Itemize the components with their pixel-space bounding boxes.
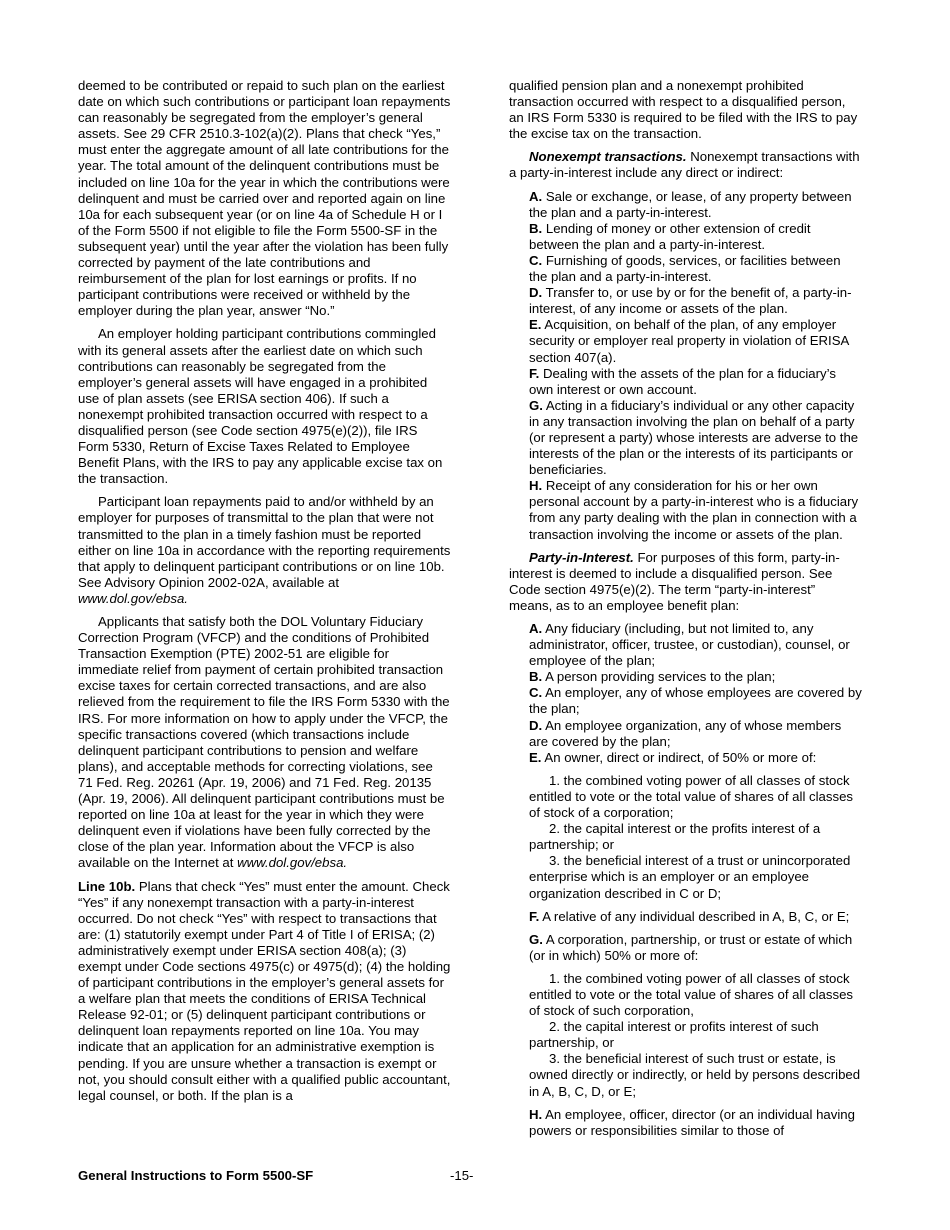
nonexempt-item-d: D. Transfer to, or use by or for the benefit of, a party-in-interest, of any income or assets of the plan.: [529, 285, 852, 317]
paragraph-party-in-interest: [509, 550, 862, 614]
nonexempt-item-b: B. Lending of money or other extension of credit between the plan and a party-in-interest.: [529, 220, 811, 252]
loan-repayments-text: Participant loan repayments paid to and/or withheld by an employer for purposes of transmittal to the plan that were not transmitted to the plan in a timely fashion must be reported either on line 10a in accordance with the reporting requirements that apply to delinquent participant contributions or on line 10b. See Advisory Opinion 2002-02A, available at: [78, 494, 451, 590]
pii-item-f: F. A relative of any individual described in A, B, C, or E;: [529, 908, 850, 924]
pii-item-d: D. An employee organization, any of whose members are covered by the plan;: [529, 717, 842, 749]
pii-g-sub-3: 3. the beneficial interest of such trust or estate, is owned directly or indirectly, or held by persons described in A, B, C, D, or E;: [529, 1051, 861, 1099]
nonexempt-heading: Nonexempt transactions.: [529, 149, 687, 165]
dol-link[interactable]: www.dol.gov/ebsa.: [78, 590, 188, 606]
pii-item-h: H. An employee, officer, director (or an individual having powers or responsibilities similar to those of: [529, 1106, 855, 1138]
pii-item-g: G. A corporation, partnership, or trust or estate of which (or in which) 50% or more of:: [529, 931, 853, 963]
party-in-interest-heading: Party-in-Interest.: [529, 549, 634, 565]
dol-link[interactable]: www.dol.gov/ebsa.: [237, 855, 348, 871]
nonexempt-item-f: F. Dealing with the assets of the plan for a fiduciary’s own interest or own account.: [529, 365, 836, 397]
line-10b-text: Plans that check “Yes” must enter the amount. Check “Yes” if any nonexempt transaction with a party-in-interest occurred. Do not check “Yes” with respect to transactions that are: (1) statutorily exempt under Part 4 of Title I of ERISA; (2) administratively exempt under ERISA section 408(a); (3) exempt under Code sections 4975(c) or 4975(d); (4) the holding of participant contributions in the employer’s general assets for a welfare plan that meets the conditions of ERISA Technical Release 92-01; or (5) delinquent participant contributions or delinquent loan repayments reported on line 10a. You may indicate that an application for an administrative exemption is pending. If you are unsure whether a transaction is exempt or not, you should consult either with a qualified public accountant, legal counsel, or both. If the plan is a: [78, 878, 451, 1103]
pii-item-a: A. Any fiduciary (including, but not limited to, any administrator, officer, trustee, or custodian), counsel, or employee of the plan;: [529, 621, 850, 669]
paragraph-employer-commingled: An employer holding participant contributions commingled with its general assets after the earliest date on which such contributions can reasonably be segregated from the employer’s general assets will have engaged in a prohibited use of plan assets (see ERISA section 406). If such a nonexempt prohibited transaction occurred with respect to a disqualified person (see Code section 4975(e)(2)), file IRS Form 5330, Return of Excise Taxes Related to Employee Benefit Plans, with the IRS to pay any applicable excise tax on the transaction.: [78, 326, 443, 487]
nonexempt-item-e: E. Acquisition, on behalf of the plan, of any employer security or employer real property in violation of ERISA section 407(a).: [529, 317, 849, 365]
paragraph-nonexempt-intro: [509, 149, 862, 181]
paragraph-qualified-plan: qualified pension plan and a nonexempt prohibited transaction occurred with respect to a disqualified person, an IRS Form 5330 is required to be filed with the IRS to pay the excise tax on the transaction.: [509, 78, 858, 142]
pii-e-sub-3: 3. the beneficial interest of a trust or unincorporated enterprise which is an employer or an employee organization described in C or D;: [529, 853, 851, 901]
right-column: [509, 78, 862, 1139]
vfcp-text: Applicants that satisfy both the DOL Voluntary Fiduciary Correction Program (VFCP) and the conditions of Prohibited Transaction Exemption (PTE) 2002-51 are eligible for immediate relief from payment of certain prohibited transaction excise taxes for certain corrected transactions, and are also relieved from the requirement to file the IRS Form 5330 with the IRS. For more information on how to apply under the VFCP, the specific transactions covered (which transactions include delinquent participant contributions to pension and welfare plans), and acceptable methods for correcting violations, see 71 Fed. Reg. 20261 (Apr. 19, 2006) and 71 Fed. Reg. 20135 (Apr. 19, 2006). All delinquent participant contributions must be reported on line 10a at least for the year in which they were delinquent even if violations have been fully corrected by the close of the plan year. Information about the VFCP is also available on the Internet at: [78, 614, 450, 871]
footer-title: General Instructions to Form 5500-SF: [78, 1168, 314, 1183]
party-in-interest-intro: For purposes of this form, party-in-interest is deemed to include a disqualified person. See Code section 4975(e)(2). The term “party-in-interest” means, as to an employee benefit plan:: [509, 549, 840, 613]
nonexempt-item-h: H. Receipt of any consideration for his or her own personal account by a party-in-interest who is a fiduciary from any party dealing with the plan in connection with a transaction involving the income or assets of the plan.: [529, 478, 859, 542]
pii-item-b: B. A person providing services to the plan;: [529, 669, 776, 685]
nonexempt-item-g: G. Acting in a fiduciary’s individual or any other capacity in any transaction involving the plan on behalf of a party (or represent a party) whose interests are adverse to the interests of the plan or the interests of its participants or beneficiaries.: [529, 397, 859, 478]
nonexempt-intro-text: Nonexempt transactions with a party-in-interest include any direct or indirect:: [509, 149, 860, 181]
paragraph-late-contributions: deemed to be contributed or repaid to such plan on the earliest date on which such contributions or participant loan repayments can reasonably be segregated from the employer’s general assets. See 29 CFR 2510.3-102(a)(2). Plans that check “Yes,” must enter the aggregate amount of all late contributions for the year. The total amount of the delinquent contributions must be included on line 10a for the year in which the contributions were delinquent and must be carried over and reported again on line 10a for each subsequent year (or on line 4a of Schedule H or I of the Form 5500 if not eligible to file the Form 5500-SF in the subsequent year) until the year after the violation has been fully corrected by payment of the late contributions and reimbursement of the plan for lost earnings or profits. If no participant contributions were received or withheld by the employer during the plan year, answer “No.”: [78, 78, 451, 319]
pii-item-e: E. An owner, direct or indirect, of 50% or more of:: [529, 749, 817, 765]
page-number: -15-: [450, 1168, 474, 1183]
pii-e-sub-1: 1. the combined voting power of all classes of stock entitled to vote or the total value of shares of all classes of stock of a corporation;: [529, 772, 854, 821]
line-10b-heading: Line 10b.: [78, 878, 136, 894]
paragraph-line-10b: [78, 879, 451, 1104]
pii-g-sub-1: 1. the combined voting power of all classes of stock entitled to vote or the total value of shares of all classes of stock of such corporation,: [529, 970, 854, 1019]
paragraph-vfcp: [78, 614, 451, 872]
pii-g-sub-2: 2. the capital interest or profits interest of such partnership, or: [529, 1019, 819, 1051]
pii-e-sub-2: 2. the capital interest or the profits interest of a partnership; or: [529, 821, 821, 853]
nonexempt-item-c: C. Furnishing of goods, services, or facilities between the plan and a party-in-interest.: [529, 252, 841, 285]
nonexempt-item-a: A. Sale or exchange, or lease, of any property between the plan and a party-in-interest.: [529, 188, 852, 220]
paragraph-loan-repayments: [78, 494, 451, 607]
pii-item-c: C. An employer, any of whose employees are covered by the plan;: [529, 685, 862, 717]
left-column: [78, 78, 451, 1111]
